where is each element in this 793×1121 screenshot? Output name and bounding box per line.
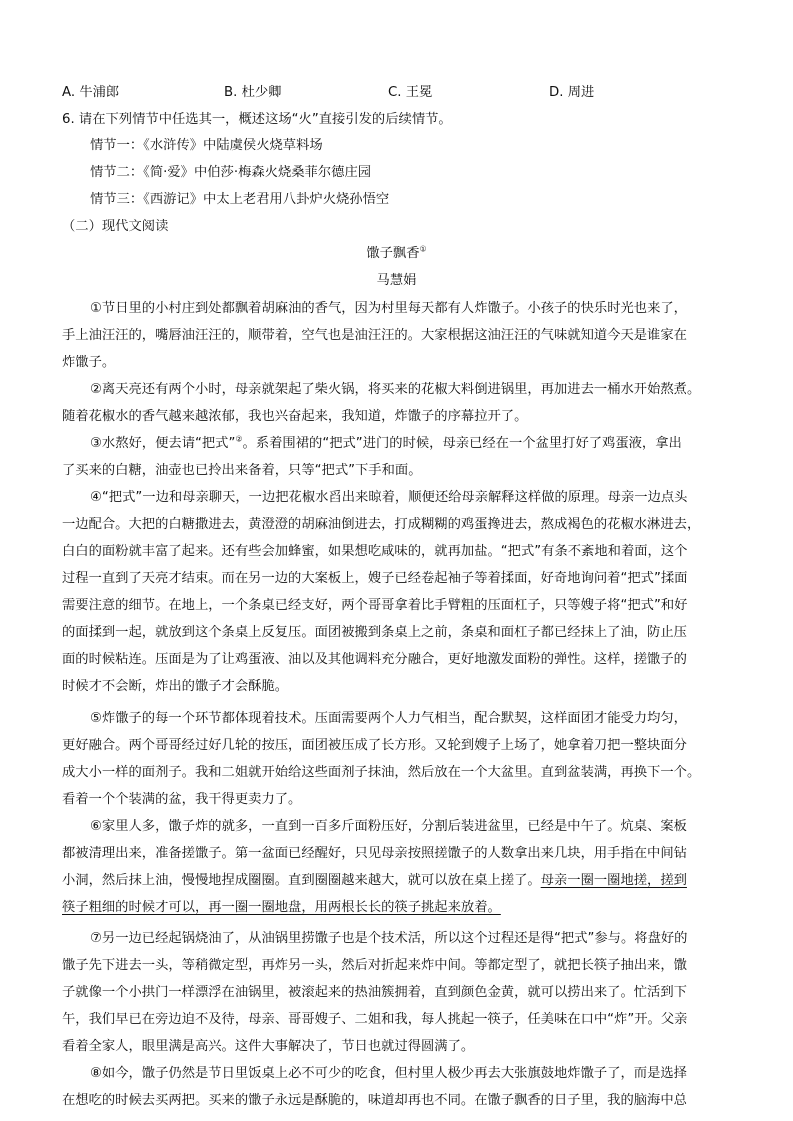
paragraph-line: 白白的面粉就丰富了起来。还有些会加蜂蜜，如果想吃咸味的，就再加盐。“把式”有条不紊地和着面，这个 [62, 544, 688, 559]
paragraph-line: 随着花椒水的香气越来越浓郁，我也兴奋起来，我知道，炸馓子的序幕拉开了。 [62, 409, 528, 424]
paragraph-line: 了买来的白糖，油壶也已拎出来备着，只等“把式”下手和面。 [62, 463, 422, 478]
paragraph-line: ②离天亮还有两个小时，母亲就架起了柴火锅，将买来的花椒大料倒进锅里，再加进去一桶水开始熬煮。 [90, 382, 701, 397]
option-a: A. 牛浦郎 [62, 85, 120, 100]
paragraph-line: 成大小一样的面剂子。我和二姐就开始给这些面剂子抹油，然后放在一个大盆里。直到盆装满，再换下一个。 [62, 765, 701, 780]
paragraph-line: 时候才不会断，炸出的馓子才会酥脆。 [62, 679, 289, 694]
option-b: B. 杜少卿 [224, 85, 282, 100]
paragraph-line: 都被清理出来，准备搓馓子。第一盆面已经醒好，只见母亲按照搓馓子的人数拿出来几块，用手指在中间钻 [62, 846, 687, 861]
option-d: D. 周进 [549, 85, 595, 100]
article-title: 馓子飘香① [366, 244, 427, 261]
paragraph-line: 的面揉到一起，就放到这个条桌上反复压。面团被搬到条桌上之前，条桌和面杠子都已经抹上了油，防止压 [62, 625, 687, 640]
paragraph-line: 更好融合。两个哥哥经过好几轮的按压，面团被压成了长方形。又轮到嫂子上场了，她拿着刀把一整块面分 [62, 738, 687, 753]
paragraph-line: 看着全家人，眼里满是高兴。这件大事解决了，节日也就过得圆满了。 [62, 1039, 475, 1054]
paragraph-line: ①节日里的小村庄到处都飘着胡麻油的香气，因为村里每天都有人炸馓子。小孩子的快乐时光也来了， [90, 301, 687, 316]
paragraph-line: ⑦另一边已经起锅烧油了，从油锅里捞馓子也是个技术活，所以这个过程还是得“把式”参与。将盘好的 [90, 931, 688, 946]
question-6: 6. 请在下列情节中任选其一，概述这场“火”直接引发的后续情节。 [62, 112, 452, 127]
paragraph-line: 面的时候粘连。压面是为了让鸡蛋液、油以及其他调料充分融合，更好地激发面粉的弹性。这样，搓馓子的 [62, 652, 687, 667]
plot-option-1: 情节一：《水浒传》中陆虞侯火烧草料场 [90, 138, 323, 153]
section-heading: （二）现代文阅读 [62, 219, 169, 234]
paragraph-line: ⑥家里人多，馓子炸的就多，一直到一百多斤面粉压好，分割后装进盆里，已经是中午了。炕桌、案板 [90, 819, 687, 834]
paragraph-line: ⑧如今，馓子仍然是节日里饭桌上必不可少的吃食，但村里人极少再去大张旗鼓地炸馓子了，而是选择 [90, 1066, 687, 1081]
paragraph-line: 看着一个个装满的盆，我干得更卖力了。 [62, 792, 302, 807]
paragraph-line: 手上油汪汪的，嘴唇油汪汪的，顺带着，空气也是油汪汪的。大家根据这油汪汪的气味就知道今天是谁家在 [62, 328, 687, 343]
option-c: C. 王冕 [388, 85, 433, 100]
paragraph-line: 午，我们早已在旁边迫不及待，母亲、哥哥嫂子、二姐和我，每人挑起一筷子，任美味在口中“炸”开。父亲 [62, 1012, 688, 1027]
paragraph-line: ④“把式”一边和母亲聊天，一边把花椒水舀出来晾着，顺便还给母亲解释这样做的原理。母亲一边点头 [90, 490, 688, 505]
paragraph-line: 一边配合。大把的白糖撒进去，黄澄澄的胡麻油倒进去，打成糊糊的鸡蛋搀进去，熬成褐色的花椒水淋进去， [62, 517, 701, 532]
paragraph-line: 小洞，然后抹上油，慢慢地捏成圈圈。直到圈圈越来越大，就可以放在桌上搓了。母亲一圈一圈地搓，搓到 [62, 873, 687, 888]
paragraph-line: ③水熬好，便去请“把式”②。系着围裙的“把式”进门的时候，母亲已经在一个盆里打好了鸡蛋液，拿出 [90, 434, 682, 451]
plot-option-2: 情节二：《简·爱》中伯莎·梅森火烧桑菲尔德庄园 [90, 165, 372, 180]
plot-option-3: 情节三：《西游记》中太上老君用八卦炉火烧孙悟空 [90, 192, 390, 207]
paragraph-line: 在想吃的时候去买两把。买来的馓子永远是酥脆的，味道却再也不同。在馓子飘香的日子里，我的脑海中总 [62, 1093, 687, 1108]
underlined-sentence: 筷子粗细的时候才可以，再一圈一圈地盘，用两根长长的筷子挑起来放着。 [62, 900, 501, 915]
paragraph-line: 子就像一个小拱门一样漂浮在油锅里，被滚起来的热油簇拥着，直到颜色金黄，就可以捞出来了。忙活到下 [62, 985, 687, 1000]
paragraph-line: ⑤炸馓子的每一个环节都体现着技术。压面需要两个人力气相当，配合默契，这样面团才能受力均匀， [90, 711, 687, 726]
paragraph-line: 馓子先下进去一头，等稍微定型，再炸另一头，然后对折起来炸中间。等都定型了，就把长筷子抽出来，馓 [62, 958, 687, 973]
article-author: 马慧娟 [376, 273, 417, 288]
paragraph-line: 需要注意的细节。在地上，一个条桌已经支好，两个哥哥拿着比手臂粗的压面杠子，只等嫂子将“把式”和好 [62, 598, 688, 613]
paragraph-line: 炸馓子。 [62, 355, 116, 370]
paragraph-line: 过程一直到了天亮才结束。而在另一边的大案板上，嫂子已经卷起袖子等着揉面，好奇地询问着“把式”揉面 [62, 571, 688, 586]
underlined-sentence: 母亲一圈一圈地搓，搓到 [540, 873, 687, 888]
